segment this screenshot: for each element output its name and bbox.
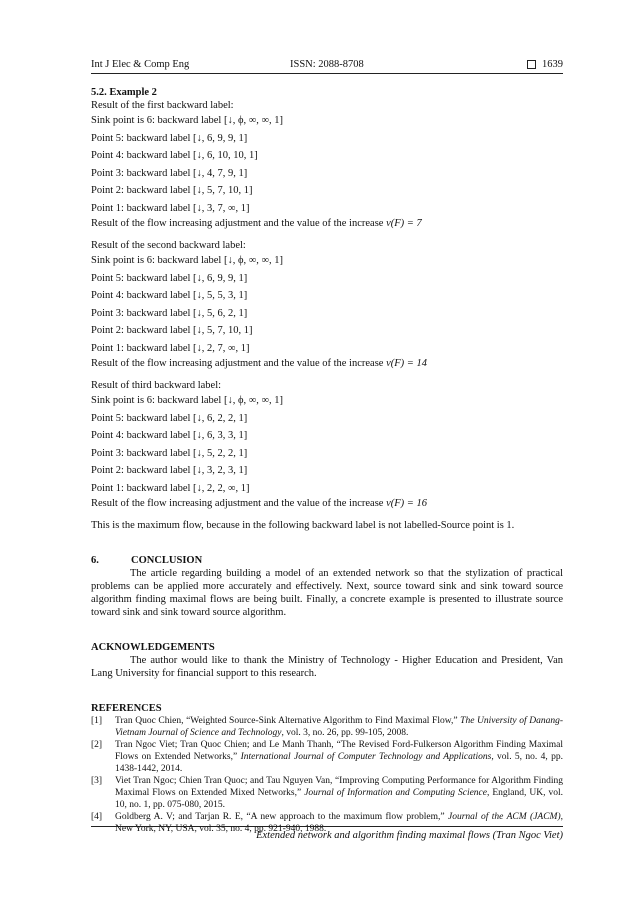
- third-point-label: Point 2: backward label [↓, 3, 2, 3, 1]: [91, 465, 248, 476]
- first-result: [91, 217, 563, 230]
- first-sink-label: Sink point is 6: backward label [↓, ϕ, ∞, ∞, 1]: [91, 115, 283, 126]
- reference-number: [3]: [91, 776, 103, 786]
- second-point-label: Point 4: backward label [↓, 5, 5, 3, 1]: [91, 290, 248, 301]
- references-heading: REFERENCES: [91, 703, 162, 714]
- third-point-label: Point 1: backward label [↓, 2, 2, ∞, 1]: [91, 482, 250, 494]
- reference-details: , vol. 3, no. 26, pp. 99-105, 2008.: [281, 728, 409, 738]
- section-number: 6.: [91, 555, 99, 566]
- main-content: [91, 86, 563, 835]
- reference-text: [115, 775, 563, 811]
- reference-number: [4]: [91, 812, 103, 822]
- reference-list: [91, 715, 563, 835]
- reference-details: , New York, NY, USA, vol. 35, no. 4, pp. 921-940, 1988.: [115, 812, 564, 834]
- second-point-label: Point 2: backward label [↓, 5, 7, 10, 1]: [91, 325, 253, 336]
- second-sink-label: Sink point is 6: backward label [↓, ϕ, ∞, ∞, 1]: [91, 255, 283, 266]
- reference-main: Viet Tran Ngoc; Chien Tran Quoc; and Tau Nguyen Van, “Improving Computing Performance for Algorithm Finding Maximal Flows on Extended Mixed Networks,”: [115, 776, 563, 798]
- second-point-label: Point 1: backward label [↓, 2, 7, ∞, 1]: [91, 342, 250, 354]
- third-sink-label: Sink point is 6: backward label [↓, ϕ, ∞, ∞, 1]: [91, 395, 283, 406]
- example-title: 5.2. Example 2: [91, 87, 157, 98]
- third-point-label: Point 5: backward label [↓, 6, 2, 2, 1]: [91, 412, 248, 424]
- reference-text: [115, 739, 563, 775]
- issn: ISSN: 2088-8708: [290, 59, 364, 70]
- first-backward-block: [91, 99, 563, 230]
- reference-journal: The University of Danang-Vietnam Journal of Science and Technology: [115, 716, 563, 738]
- section-title: CONCLUSION: [131, 555, 203, 566]
- first-point-label: Point 5: backward label [↓, 6, 9, 9, 1]: [91, 132, 248, 144]
- result-value: v(F) = 7: [386, 218, 422, 229]
- journal-name: Int J Elec & Comp Eng: [91, 59, 190, 70]
- reference-journal: International Journal of Computer Technology and Applications: [240, 752, 492, 762]
- result-value: v(F) = 14: [386, 358, 427, 369]
- third-backward-block: [91, 379, 563, 510]
- result-text: Result of the flow increasing adjustment and the value of the increase: [91, 498, 387, 509]
- first-point-label: Point 3: backward label [↓, 4, 7, 9, 1]: [91, 167, 248, 179]
- acknowledgements-heading: ACKNOWLEDGEMENTS: [91, 642, 215, 653]
- first-heading: Result of the first backward label:: [91, 100, 234, 111]
- second-heading: Result of the second backward label:: [91, 240, 246, 251]
- result-text: Result of the flow increasing adjustment and the value of the increase: [91, 218, 387, 229]
- reference-number: [1]: [91, 716, 103, 726]
- running-footer: Extended network and algorithm finding maximal flows (Tran Ngoc Viet): [91, 826, 563, 841]
- reference-item: [91, 775, 563, 811]
- maximum-flow-statement: This is the maximum flow, because in the following backward label is not labelled-Source point is 1.: [91, 520, 515, 531]
- second-point-label: Point 5: backward label [↓, 6, 9, 9, 1]: [91, 272, 248, 284]
- second-point-label: Point 3: backward label [↓, 5, 6, 2, 1]: [91, 307, 248, 319]
- third-point-label: Point 3: backward label [↓, 5, 2, 2, 1]: [91, 447, 248, 459]
- reference-text: [115, 715, 563, 739]
- conclusion-heading: [91, 554, 563, 567]
- second-result: [91, 357, 563, 370]
- result-text: Result of the flow increasing adjustment and the value of the increase: [91, 358, 387, 369]
- reference-details: , vol. 5, no. 4, pp. 1438-1442, 2014.: [115, 752, 563, 774]
- first-point-label: Point 1: backward label [↓, 3, 7, ∞, 1]: [91, 202, 250, 214]
- second-backward-block: [91, 239, 563, 370]
- first-point-label: Point 4: backward label [↓, 6, 10, 10, 1]: [91, 150, 258, 161]
- reference-details: , England, UK, vol. 10, no. 1, pp. 075-080, 2015.: [115, 788, 563, 810]
- third-point-label: Point 4: backward label [↓, 6, 3, 3, 1]: [91, 430, 248, 441]
- square-icon: [527, 60, 536, 69]
- reference-main: Tran Ngoc Viet; Tran Quoc Chien; and Le Manh Thanh, “The Revised Ford-Fulkerson Algorithm Finding Maximal Flows on Extended Networks,”: [115, 740, 563, 762]
- reference-journal: Journal of Information and Computing Science: [304, 788, 487, 798]
- reference-item: [91, 715, 563, 739]
- page-number: 1639: [542, 59, 563, 70]
- first-point-label: Point 2: backward label [↓, 5, 7, 10, 1]: [91, 185, 253, 196]
- reference-number: [2]: [91, 740, 103, 750]
- running-header: [91, 57, 563, 74]
- reference-journal: Journal of the ACM (JACM): [448, 812, 561, 822]
- reference-main: Goldberg A. V; and Tarjan R. E, “A new approach to the maximum flow problem,”: [115, 812, 448, 822]
- reference-main: Tran Quoc Chien, “Weighted Source-Sink Alternative Algorithm to Find Maximal Flow,”: [115, 716, 461, 726]
- third-result: [91, 497, 563, 510]
- reference-item: [91, 739, 563, 775]
- conclusion-paragraph: The article regarding building a model of an extended network so that the stylization of practical problems can be applied more accurately and effectively. Next, source toward sink and sink toward source algorithm finding maximal flows are being built. Finally, a concrete example is presented to illustrate source toward sink and sink toward source algorithm.: [91, 568, 563, 618]
- acknowledgements-paragraph: The author would like to thank the Ministry of Technology - Higher Education and President, Van Lang University for financial support to this research.: [91, 655, 563, 679]
- third-heading: Result of third backward label:: [91, 380, 222, 391]
- header-right: [527, 59, 563, 70]
- result-value: v(F) = 16: [386, 498, 427, 509]
